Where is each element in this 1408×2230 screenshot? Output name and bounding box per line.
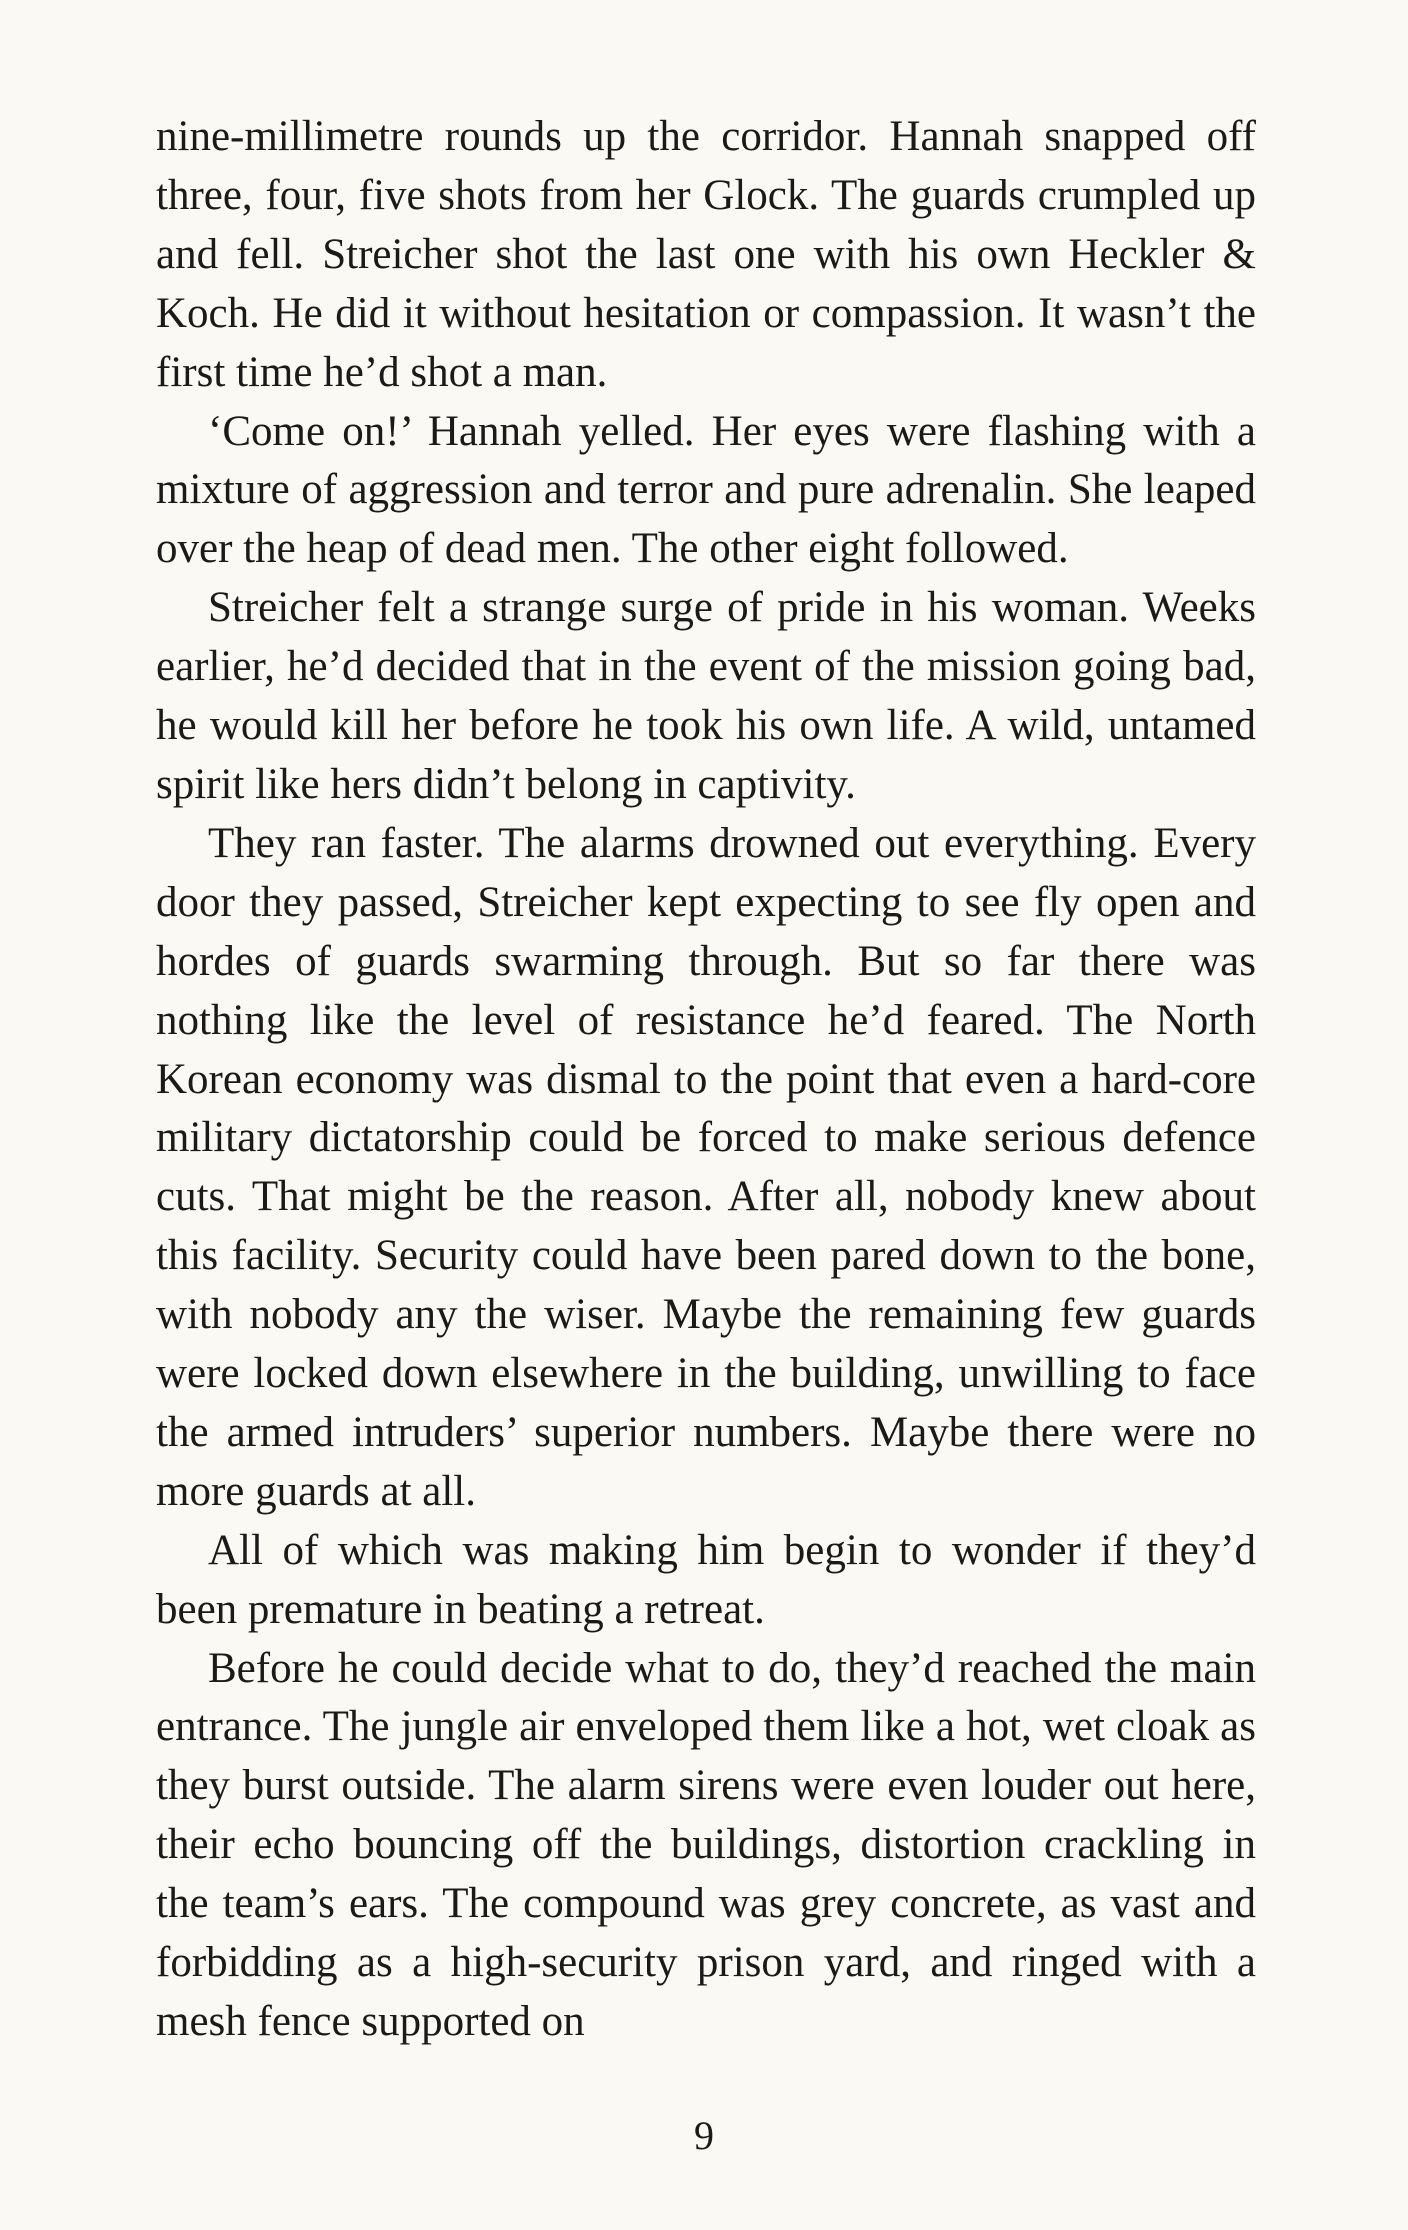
body-text [156, 108, 1256, 2052]
paragraph-1: nine-millimetre rounds up the corridor. Hannah snapped off three, four, five shots from her Glock. The guards crumpled up and fell. Streicher shot the last one with his own Heckler & Koch. He did it without hesitation or compassion. It wasn’t the first time he’d shot a man. [156, 113, 1256, 396]
paragraph-2: ‘Come on!’ Hannah yelled. Her eyes were flashing with a mixture of aggression and terror and pure adrenalin. She leaped over the heap of dead men. The other eight followed. [156, 407, 1256, 573]
paragraph-3: Streicher felt a strange surge of pride in his woman. Weeks earlier, he’d decided that in the event of the mission going bad, he would kill her before he took his own life. A wild, untamed spirit like hers didn’t belong in captivity. [156, 584, 1256, 808]
paragraph-6: Before he could decide what to do, they’d reached the main entrance. The jungle air enveloped them like a hot, wet cloak as they burst outside. The alarm sirens were even louder out here, their echo bouncing off the buildings, distortion crackling in the team’s ears. The compound was grey concrete, as vast and forbidding as a high-security prison yard, and ringed with a mesh fence supported on [156, 1644, 1256, 2045]
page-number: 9 [694, 2113, 714, 2158]
paragraph-5: All of which was making him begin to wonder if they’d been premature in beating a retreat. [156, 1526, 1256, 1633]
paragraph-4: They ran faster. The alarms drowned out everything. Every door they passed, Streicher kept expecting to see fly open and hordes of guards swarming through. But so far there was nothing like the level of resistance he’d feared. The North Korean economy was dismal to the point that even a hard-core military dictatorship could be forced to make serious defence cuts. That might be the reason. After all, nobody knew about this facility. Security could have been pared down to the bone, with nobody any the wiser. Maybe the remaining few guards were locked down elsewhere in the building, unwilling to face the armed intruders’ superior numbers. Maybe there were no more guards at all. [156, 819, 1256, 1515]
